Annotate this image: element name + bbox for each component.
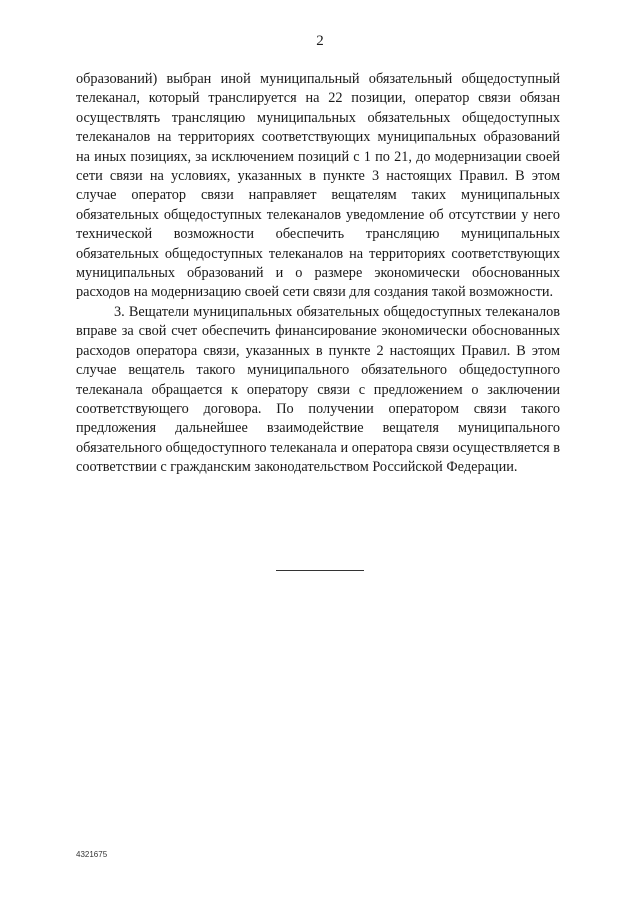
paragraph-item-3: 3. Вещатели муниципальных обязательных общедоступных телеканалов вправе за свой счет обеспечить финансирование экономически обоснованных расходов оператора связи, указанных в пункте 2 настоящих Правил. В этом случае вещатель такого муниципального обязательного общедоступного телеканала обращается к оператору связи с предложением о заключении соответствующего договора. По получении оператором связи такого предложения дальнейшее взаимодействие вещателя муниципального обязательного общедоступного телеканала и оператора связи осуществляется в соответствии с гражданским законодательством Российской Федерации.	[76, 303, 560, 476]
end-divider	[276, 570, 364, 571]
page-number: 2	[316, 33, 324, 49]
paragraph-continuation: образований) выбран иной муниципальный обязательный общедоступный телеканал, который транслируется на 22 позиции, оператор связи обязан осуществлять трансляцию муниципальных обязательных общедоступных телеканалов на территориях соответствующих муниципальных образований на иных позициях, за исключением позиций с 1 по 21, до модернизации своей сети связи на условиях, указанных в пункте 3 настоящих Правил. В этом случае оператор связи направляет вещателям таких муниципальных обязательных общедоступных телеканалов уведомление об отсутствии у него технической возможности обеспечить трансляцию муниципальных обязательных общедоступных телеканалов на территориях соответствующих муниципальных образований и о размере экономически обоснованных расходов на модернизацию своей сети связи для создания такой возможности.	[76, 71, 560, 301]
document-body	[76, 70, 560, 478]
document-id: 4321675	[76, 850, 108, 859]
